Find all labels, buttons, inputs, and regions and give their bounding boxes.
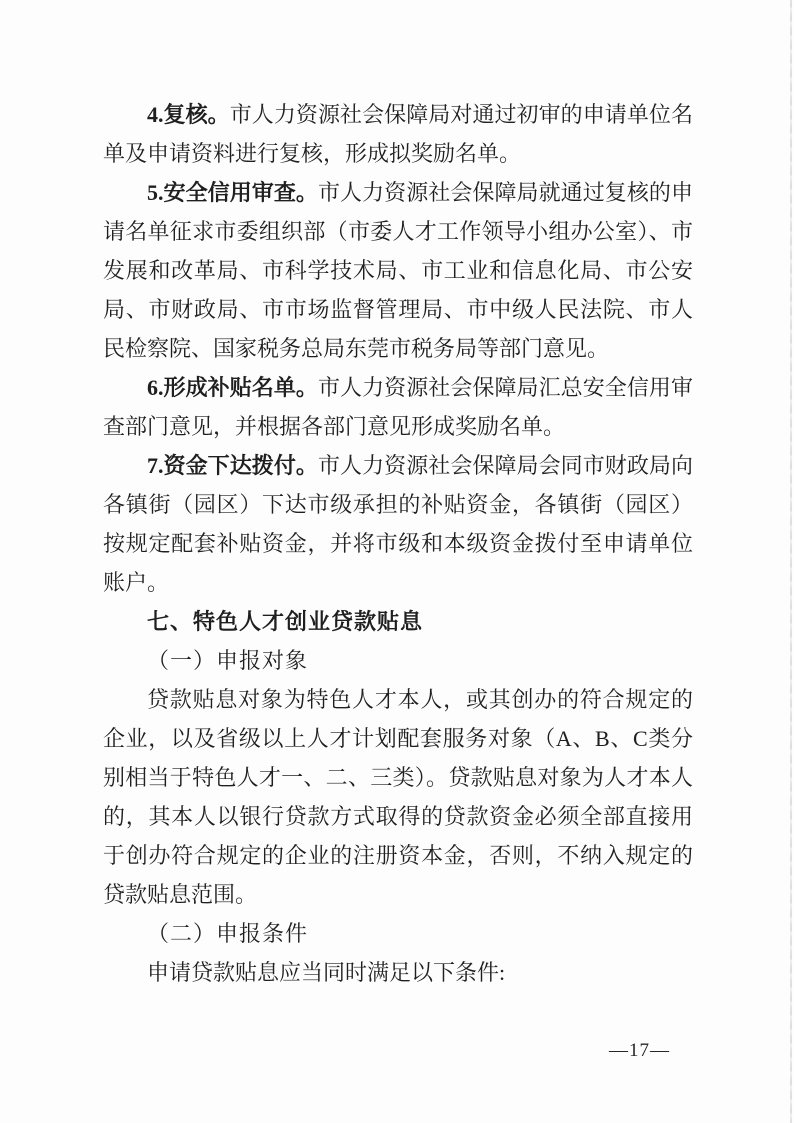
paragraph-text-6: 市人力资源社会保障局汇总安全信用审查部门意见，并根据各部门意见形成奖励名单。 (103, 375, 693, 439)
paragraph-text-7: 市人力资源社会保障局会同市财政局向各镇街（园区）下达市级承担的补贴资金，各镇街（园区）按规定配套补贴资金，并将市级和本级资金拨付至申请单位账户。 (103, 453, 693, 595)
paragraph-text-5: 市人力资源社会保障局就通过复核的申请名单征求市委组织部（市委人才工作领导小组办公室）、市发展和改革局、市科学技术局、市工业和信息化局、市公安局、市财政局、市市场监督管理局、市中级人民法院、市人民检察院、国家税务总局东莞市税务局等部门意见。 (103, 180, 693, 361)
scan-edge-artifact (790, 0, 792, 1123)
paragraph-loan-target: 贷款贴息对象为特色人才本人，或其创办的符合规定的企业，以及省级以上人才计划配套服务对象（A、B、C类分别相当于特色人才一、二、三类）。贷款贴息对象为人才本人的，其本人以银行贷款方式取得的贷款资金必须全部直接用于创办符合规定的企业的注册资本金，否则，不纳入规定的贷款贴息范围。 (103, 687, 693, 907)
paragraph-lead-5: 5.安全信用审查。 (147, 180, 318, 205)
paragraph-step-5-credit-check (103, 173, 693, 368)
page-number: —17— (609, 1040, 670, 1061)
paragraph-lead-7: 7.资金下达拨付。 (147, 453, 318, 478)
sub-heading-application-conditions: （二）申报条件 (147, 921, 309, 946)
paragraph-step-6-subsidy-list (103, 368, 693, 446)
paragraph-lead-6: 6.形成补贴名单。 (147, 375, 318, 400)
document-body (103, 95, 693, 992)
section-heading-loan-interest-subsidy: 七、特色人才创业贷款贴息 (147, 609, 424, 634)
sub-heading-application-target: （一）申报对象 (147, 648, 309, 673)
paragraph-step-4-review (103, 95, 693, 173)
paragraph-conditions-intro: 申请贷款贴息应当同时满足以下条件: (147, 960, 506, 985)
paragraph-lead-4: 4.复核。 (147, 102, 230, 127)
paragraph-text-4: 市人力资源社会保障局对通过初审的申请单位名单及申请资料进行复核，形成拟奖励名单。 (103, 102, 693, 166)
paragraph-step-7-fund-allocation (103, 446, 693, 602)
